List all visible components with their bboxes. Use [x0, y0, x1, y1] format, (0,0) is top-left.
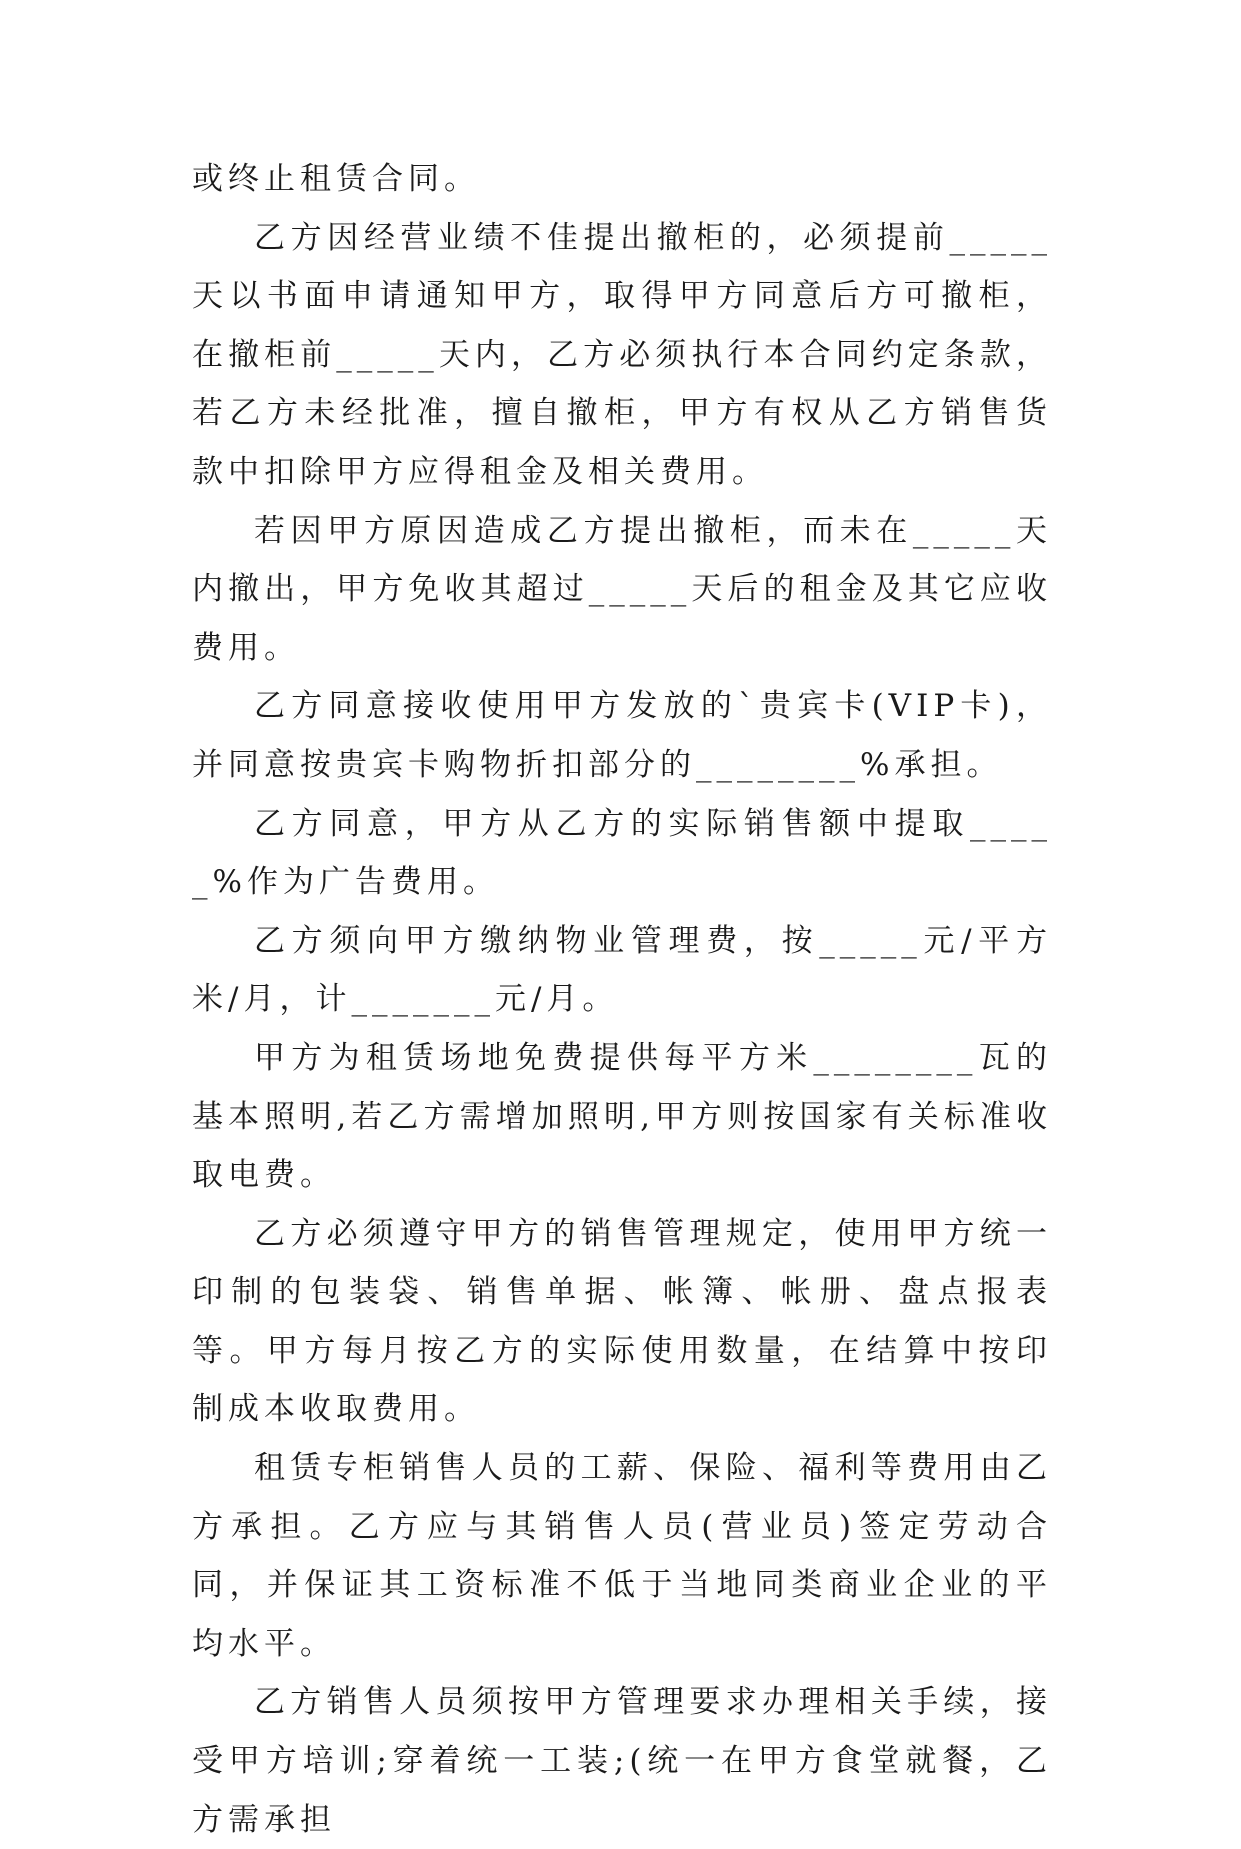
paragraph-1: 或终止租赁合同。	[192, 161, 480, 197]
paragraph-4: 乙方同意接收使用甲方发放的`贵宾卡(VIP卡)，并同意按贵宾卡购物折扣部分的________%承担。	[192, 688, 1052, 783]
paragraph-2: 乙方因经营业绩不佳提出撤柜的，必须提前_____天以书面申请通知甲方，取得甲方同意后方可撤柜，在撤柜前_____天内，乙方必须执行本合同约定条款，若乙方未经批准，擅自撤柜，甲方有权从乙方销售货款中扣除甲方应得租金及相关费用。	[192, 219, 1052, 490]
paragraph-9: 租赁专柜销售人员的工薪、保险、福利等费用由乙方承担。乙方应与其销售人员(营业员)签定劳动合同，并保证其工资标准不低于当地同类商业企业的平均水平。	[192, 1450, 1052, 1662]
paragraph-10: 乙方销售人员须按甲方管理要求办理相关手续，接受甲方培训;穿着统一工装;(统一在甲方食堂就餐，乙方需承担	[192, 1684, 1052, 1838]
paragraph-3: 若因甲方原因造成乙方提出撤柜，而未在_____天内撤出，甲方免收其超过_____天后的租金及其它应收费用。	[192, 512, 1052, 666]
paragraph-6: 乙方须向甲方缴纳物业管理费，按_____元/平方米/月，计_______元/月。	[192, 922, 1052, 1018]
paragraph-8: 乙方必须遵守甲方的销售管理规定，使用甲方统一印制的包装袋、销售单据、帐簿、帐册、盘点报表等。甲方每月按乙方的实际使用数量，在结算中按印制成本收取费用。	[192, 1215, 1052, 1428]
paragraph-7: 甲方为租赁场地免费提供每平方米________瓦的基本照明,若乙方需增加照明,甲方则按国家有关标准收取电费。	[192, 1039, 1052, 1194]
paragraph-5: 乙方同意，甲方从乙方的实际销售额中提取_____%作为广告费用。	[192, 805, 1052, 901]
document-body	[192, 150, 1052, 1849]
